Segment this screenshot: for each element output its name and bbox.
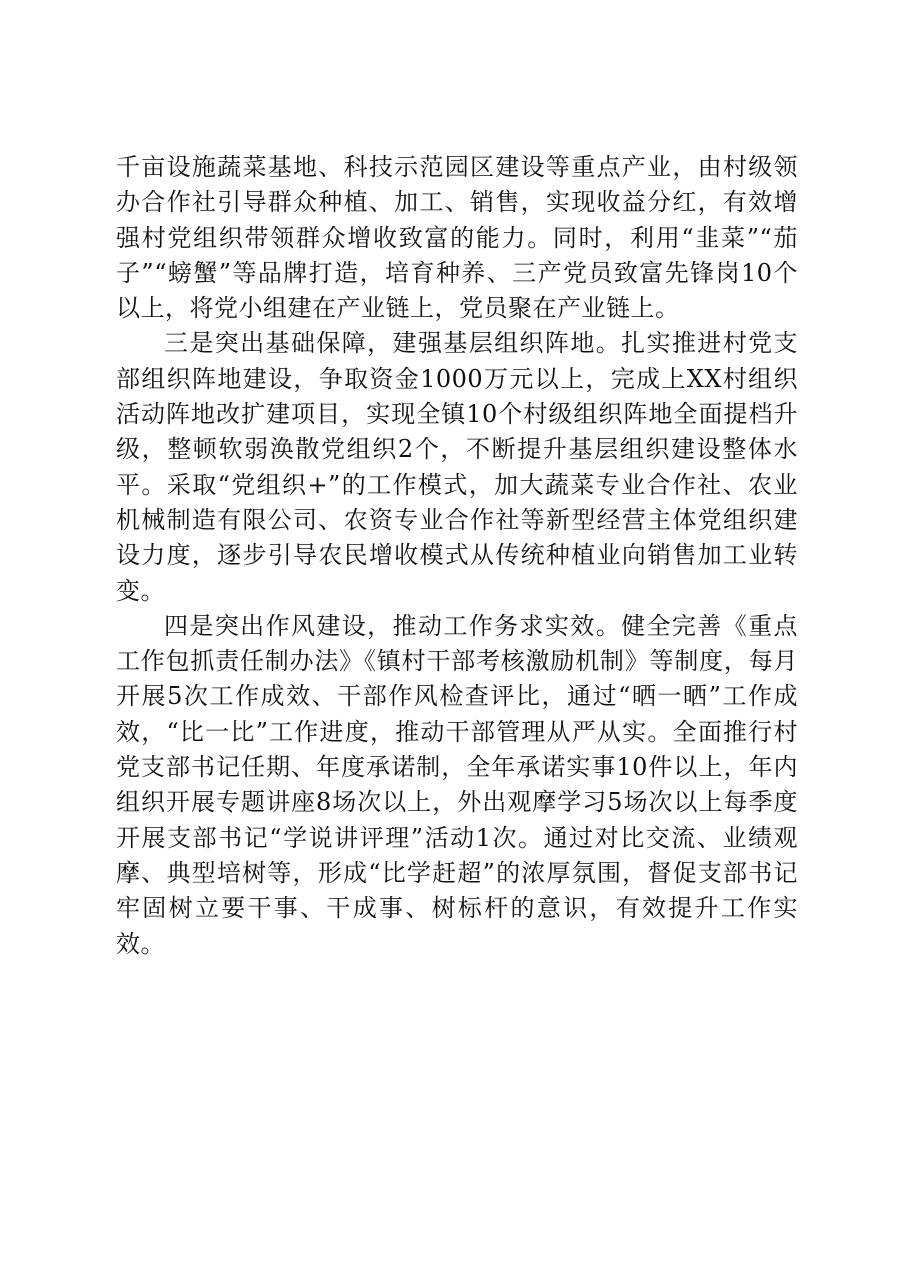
- paragraph-continuation: 千亩设施蔬菜基地、科技示范园区建设等重点产业，由村级领办合作社引导群众种植、加工、销售，实现收益分红，有效增强村党组织带领群众增收致富的能力。同时，利用“韭菜”“茄子”“螃蟹”等品牌打造，培育种养、三产党员致富先锋岗10个以上，将党小组建在产业链上，党员聚在产业链上。: [116, 153, 798, 323]
- document-body: [116, 150, 798, 962]
- paragraph-work-style: 四是突出作风建设，推动工作务求实效。健全完善《重点工作包抓责任制办法》《镇村干部考核激励机制》等制度，每月开展5次工作成效、干部作风检查评比，通过“晒一晒”工作成效，“比一比”工作进度，推动干部管理从严从实。全面推行村党支部书记任期、年度承诺制，全年承诺实事10件以上，年内组织开展专题讲座8场次以上，外出观摩学习5场次以上每季度开展支部书记“学说讲评理”活动1次。通过对比交流、业绩观摩、典型培树等，形成“比学赶超”的浓厚氛围，督促支部书记牢固树立要干事、干成事、树标杆的意识，有效提升工作实效。: [116, 611, 798, 958]
- paragraph-infrastructure: 三是突出基础保障，建强基层组织阵地。扎实推进村党支部组织阵地建设，争取资金1000万元以上，完成上XX村组织活动阵地改扩建项目，实现全镇10个村级组织阵地全面提档升级，整顿软弱涣散党组织2个，不断提升基层组织建设整体水平。采取“党组织+”的工作模式，加大蔬菜专业合作社、农业机械制造有限公司、农资专业合作社等新型经营主体党组织建设力度，逐步引导农民增收模式从传统种植业向销售加工业转变。: [116, 329, 798, 605]
